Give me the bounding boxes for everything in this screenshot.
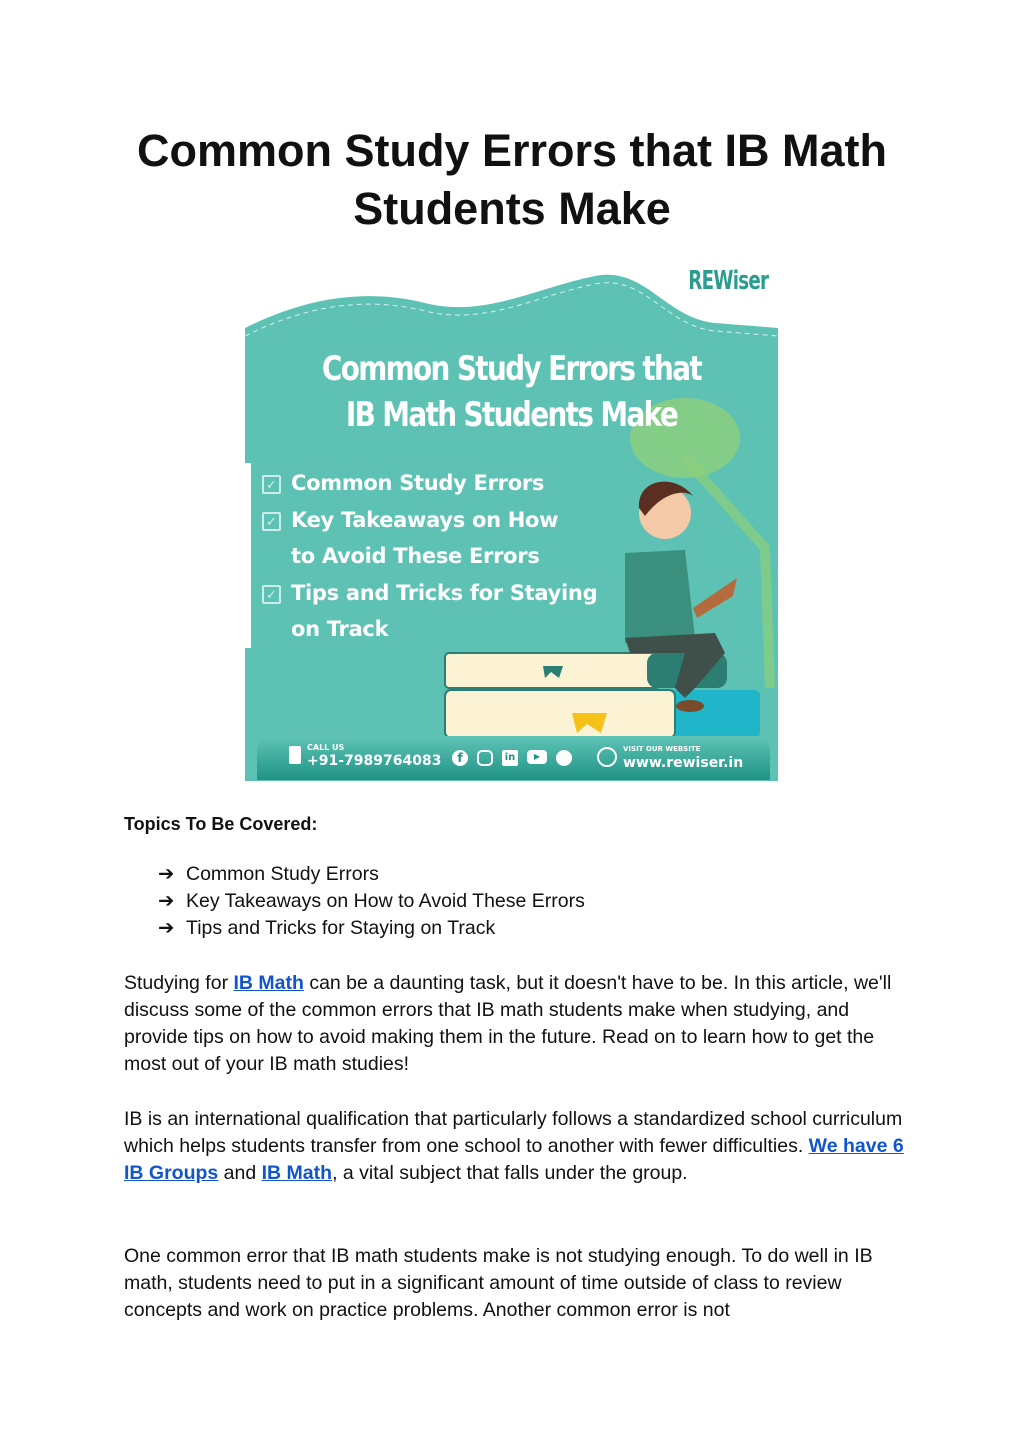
ib-groups-link[interactable]: We have 6 IB Groups [124, 1135, 904, 1184]
phone-number: +91-7989764083 [307, 753, 442, 769]
instagram-icon[interactable] [477, 750, 493, 766]
checkbox-icon: ✓ [262, 585, 281, 604]
youtube-icon[interactable]: ▶ [527, 750, 547, 764]
topics-list [158, 861, 585, 942]
list-item [158, 888, 585, 915]
banner-image [245, 258, 778, 781]
topic-label: Common Study Errors [186, 863, 379, 885]
banner-footer [257, 736, 770, 780]
topics-heading: Topics To Be Covered: [124, 814, 318, 834]
arrow-icon: ➔ [158, 917, 175, 939]
checkbox-icon: ✓ [262, 512, 281, 531]
rewiser-logo: REWiser [687, 266, 768, 296]
banner-heading-line2: IB Math Students Make [345, 395, 678, 435]
visit-label: VISIT OUR WEBSITE [623, 745, 701, 753]
checkbox-icon: ✓ [262, 475, 281, 494]
text: and [218, 1162, 262, 1184]
banner-heading [293, 346, 730, 438]
page-title: Common Study Errors that IB Math Students Make [136, 125, 888, 234]
text: , a vital subject that falls under the group. [332, 1162, 688, 1184]
topic-label: Tips and Tricks for Staying on Track [186, 917, 496, 939]
list-item [158, 915, 585, 942]
twitter-icon[interactable] [556, 750, 572, 766]
intro-paragraph [124, 970, 914, 1078]
facebook-icon[interactable]: f [452, 750, 468, 766]
banner-bullet: Common Study Errors [291, 471, 545, 495]
text: can be a daunting task, but it doesn't have to be. In this article, we'll discuss some of the common errors that IB math students make when studying, and provide tips on how to avoid making them in the future. Read on to learn how to get the most out of your IB math studies! [124, 972, 892, 1075]
website-url: www.rewiser.in [623, 755, 744, 771]
errors-paragraph: One common error that IB math students make is not studying enough. To do well in IB math, students need to put in a significant amount of time outside of class to review concepts and work on practice problems. Another common error is not [124, 1245, 873, 1321]
ib-paragraph [124, 1106, 914, 1187]
globe-icon [597, 747, 617, 767]
banner-bullet: Key Takeaways on How [291, 508, 559, 532]
text: Studying for [124, 972, 234, 994]
call-label: CALL US [307, 743, 345, 752]
social-icons [452, 750, 572, 766]
arrow-icon: ➔ [158, 890, 175, 912]
banner-bullet: Tips and Tricks for Staying [291, 581, 598, 605]
topic-label: Key Takeaways on How to Avoid These Errors [186, 890, 585, 912]
linkedin-icon[interactable]: in [502, 750, 518, 766]
banner-bullet: on Track [291, 617, 389, 641]
ib-math-link[interactable]: IB Math [233, 972, 304, 994]
banner-heading-line1: Common Study Errors that [321, 349, 702, 389]
ib-math-link[interactable]: IB Math [261, 1162, 333, 1184]
phone-icon [289, 746, 301, 764]
arrow-icon: ➔ [158, 863, 175, 885]
banner-bullet: to Avoid These Errors [291, 544, 540, 568]
list-item [158, 861, 585, 888]
text: IB is an international qualification that particularly follows a standardized school curriculum which helps students transfer from one school to another with fewer difficulties. [124, 1108, 903, 1157]
